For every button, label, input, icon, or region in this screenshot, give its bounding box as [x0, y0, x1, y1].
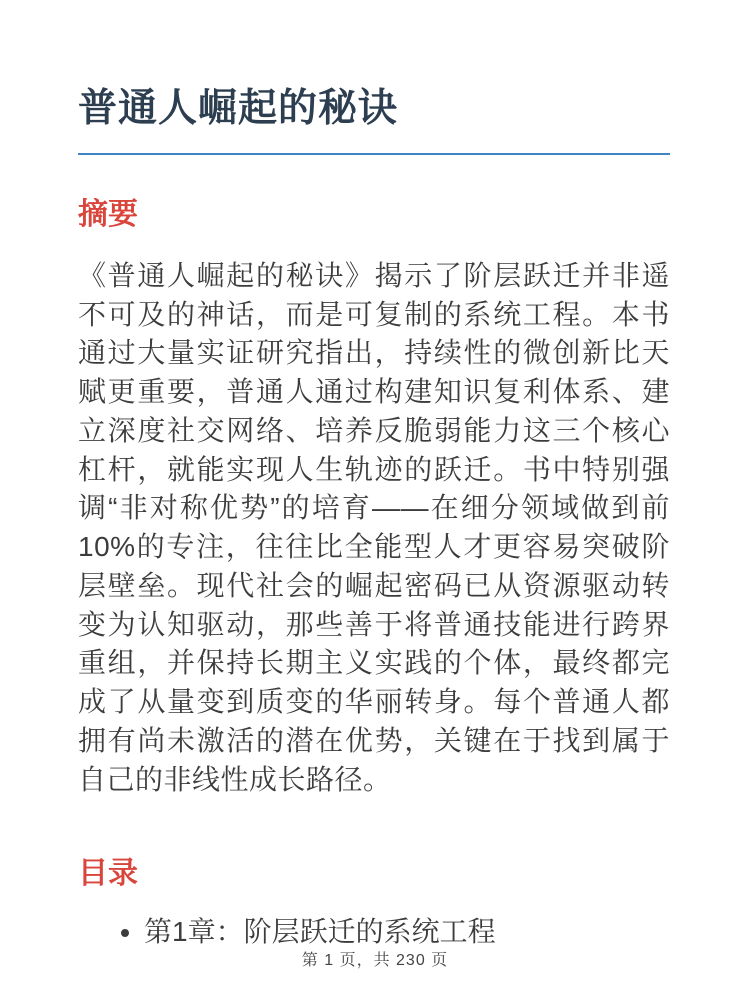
- toc-heading: 目录: [78, 856, 138, 890]
- page-title: 普通人崛起的秘诀: [78, 87, 399, 130]
- page-number-footer: 第 1 页，共 230 页: [301, 952, 449, 969]
- abstract-paragraph: 《普通人崛起的秘诀》揭示了阶层跃迁并非遥不可及的神话，而是可复制的系统工程。本书通过大量实证研究指出，持续性的微创新比天赋更重要，普通人通过构建知识复利体系、建立深度社交网络、培养反脆弱能力这三个核心杠杆，就能实现人生轨迹的跃迁。书中特别强调“非对称优势”的培育——在细分领域做到前10%的专注，往往比全能型人才更容易突破阶层壁垒。现代社会的崛起密码已从资源驱动转变为认知驱动，那些善于将普通技能进行跨界重组，并保持长期主义实践的个体，最终都完成了从量变到质变的华丽转身。每个普通人都拥有尚未激活的潜在优势，关键在于找到属于自己的非线性成长路径。: [78, 259, 670, 795]
- abstract-heading: 摘要: [78, 197, 138, 231]
- toc-item-chapter-1: • 第1章：阶层跃迁的系统工程: [144, 912, 670, 951]
- toc-list: [78, 912, 670, 951]
- title-divider: [78, 153, 670, 155]
